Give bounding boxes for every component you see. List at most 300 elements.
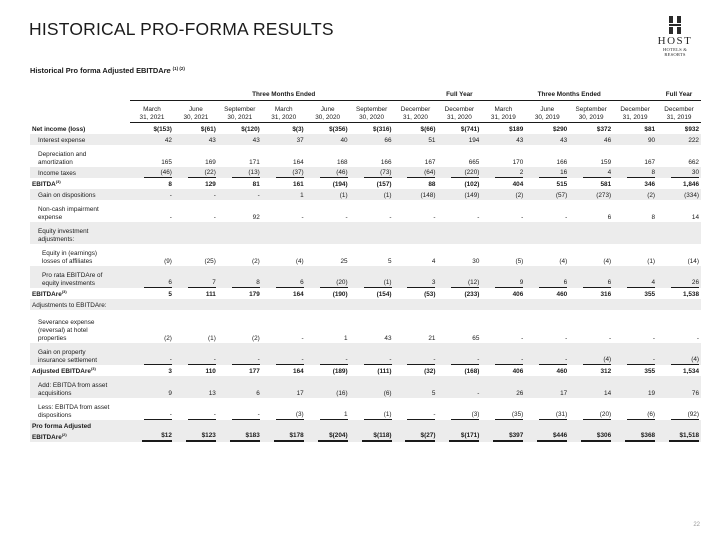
group-header: Three Months Ended	[130, 90, 437, 101]
table-cell: -	[437, 376, 481, 398]
table-cell: 4	[613, 266, 657, 288]
table-cell: $397	[481, 420, 525, 442]
table-cell: 179	[249, 291, 260, 298]
table-cell	[350, 299, 394, 310]
table-cell: 5	[394, 376, 438, 398]
table-cell: 4	[431, 258, 436, 265]
table-cell: 1,534	[683, 368, 699, 375]
table-cell: (2)	[481, 189, 525, 200]
row-label: Equity investment adjustments:	[30, 222, 130, 244]
table-cell: $(27)	[394, 420, 438, 442]
row-label: Pro forma Adjusted EBITDAre$^{(2)}$	[30, 420, 130, 442]
table-cell: 312	[600, 368, 612, 375]
table-cell: 65	[472, 335, 480, 342]
table-cell: 166	[556, 159, 568, 166]
table-cell: 17	[525, 376, 569, 398]
table-cell	[525, 299, 569, 310]
table-cell: -	[345, 214, 348, 221]
table-cell: 9	[130, 376, 174, 398]
logo-word: HOST	[657, 35, 693, 47]
table-row	[30, 343, 701, 365]
table-cell: 6	[130, 266, 174, 288]
table-cell: -	[174, 189, 218, 200]
table-cell: $(61)	[200, 126, 216, 133]
row-label: Pro rata EBITDAre of equity investments	[30, 266, 130, 288]
table-cell: (2)	[164, 335, 172, 342]
table-cell: (22)	[174, 167, 218, 178]
table-cell: 171	[249, 159, 260, 166]
table-cell	[218, 222, 262, 244]
table-row	[30, 288, 701, 299]
table-cell: (4)	[569, 343, 613, 365]
table-cell	[262, 222, 306, 244]
table-cell: (1)	[350, 189, 394, 200]
table-cell: 90	[613, 134, 657, 145]
table-cell: -	[389, 214, 392, 221]
table-cell: (73)	[350, 167, 394, 178]
row-label: Net income (loss)	[32, 126, 86, 133]
table-cell: $(120)	[241, 126, 260, 133]
table-cell: $12	[130, 420, 174, 442]
table-cell	[174, 222, 218, 244]
table-title	[30, 66, 185, 75]
column-header: December 31, 2019	[613, 101, 657, 123]
table-cell: -	[652, 335, 656, 342]
table-cell: 37	[262, 134, 306, 145]
footnote-marker: (3)	[90, 366, 96, 371]
table-cell: (5)	[515, 258, 524, 265]
table-cell: 177	[249, 368, 260, 375]
table-cell: (64)	[394, 167, 438, 178]
table-cell: (20)	[306, 266, 350, 288]
table-cell: $(3)	[292, 126, 304, 133]
table-cell: -	[262, 343, 306, 365]
table-cell: 5	[168, 291, 172, 298]
table-cell: $189	[509, 126, 524, 133]
table-cell: -	[130, 343, 174, 365]
table-row	[30, 365, 701, 376]
table-cell: 9	[481, 266, 525, 288]
table-cell	[262, 299, 306, 310]
table-cell: -	[433, 214, 436, 221]
table-cell: 30	[472, 258, 480, 265]
table-cell: 8	[651, 214, 656, 221]
table-cell	[394, 299, 438, 310]
table-cell: 43	[174, 134, 218, 145]
table-cell: (102)	[464, 181, 480, 188]
table-cell: 8	[218, 266, 262, 288]
table-cell: (148)	[394, 189, 438, 200]
group-header: Full Year	[657, 90, 701, 101]
page-title: HISTORICAL PRO-FORMA RESULTS	[29, 19, 334, 39]
table-cell: (4)	[559, 258, 568, 265]
table-cell: (4)	[657, 343, 701, 365]
table-cell: 17	[262, 376, 306, 398]
row-label: EBITDAre$^{(3)}$	[32, 289, 67, 298]
table-cell: $183	[218, 420, 262, 442]
table-cell: $(356)	[329, 126, 348, 133]
table-cell: 7	[174, 266, 218, 288]
table-cell: (194)	[332, 181, 348, 188]
table-cell: -	[521, 335, 524, 342]
table-cell	[481, 222, 525, 244]
table-cell: 170	[512, 159, 524, 166]
logo-mark-icon	[668, 16, 682, 34]
table-cell: (92)	[657, 398, 701, 420]
table-cell: 164	[293, 368, 304, 375]
table-cell: -	[218, 189, 262, 200]
table-cell: (1)	[208, 335, 216, 342]
table-cell: 4	[569, 167, 613, 178]
table-cell: (273)	[569, 189, 613, 200]
table-cell: -	[174, 343, 218, 365]
table-cell: $123	[174, 420, 218, 442]
table-cell	[350, 222, 394, 244]
column-header: June 30, 2020	[306, 101, 350, 123]
table-cell: 665	[468, 159, 480, 166]
table-cell: (3)	[262, 398, 306, 420]
column-header: September 30, 2019	[569, 101, 613, 123]
table-cell: $1,518	[657, 420, 701, 442]
table-cell: 26	[657, 266, 701, 288]
table-cell	[613, 299, 657, 310]
table-cell: 16	[525, 167, 569, 178]
table-title-main: Historical Pro forma Adjusted EBITDA	[30, 66, 164, 75]
table-cell: (16)	[306, 376, 350, 398]
financial-table	[30, 90, 701, 442]
table-row	[30, 310, 701, 343]
table-cell: 6	[607, 214, 612, 221]
table-cell: 3	[394, 266, 438, 288]
table-cell: $290	[553, 126, 568, 133]
table-cell: 14	[569, 376, 613, 398]
table-cell: (3)	[437, 398, 481, 420]
table-cell: (14)	[687, 258, 699, 265]
column-header: June 30, 2019	[525, 101, 569, 123]
table-title-footnote: (1) (2)	[172, 66, 185, 71]
table-cell	[525, 222, 569, 244]
table-title-re: re	[163, 66, 171, 75]
table-row	[30, 189, 701, 200]
table-cell: 43	[481, 134, 525, 145]
table-cell: -	[306, 343, 350, 365]
row-label: Interest expense	[30, 134, 130, 145]
table-cell: -	[213, 214, 216, 221]
table-cell: (4)	[295, 258, 304, 265]
table-cell: 110	[205, 368, 216, 375]
table-cell: 26	[481, 376, 525, 398]
table-row	[30, 123, 701, 135]
table-cell: -	[301, 214, 304, 221]
table-cell: 1	[344, 335, 348, 342]
table-cell: -	[477, 214, 480, 221]
table-cell: 43	[525, 134, 569, 145]
table-cell: -	[394, 343, 438, 365]
column-header: March 31, 2021	[130, 101, 174, 123]
table-cell: -	[521, 214, 524, 221]
table-cell: 166	[380, 159, 392, 166]
table-cell: (1)	[350, 398, 394, 420]
table-cell: (220)	[437, 167, 481, 178]
table-cell: (149)	[437, 189, 481, 200]
table-cell: 129	[205, 181, 216, 188]
table-cell: 406	[512, 368, 524, 375]
table-cell: -	[525, 343, 569, 365]
row-label: Equity in (earnings) losses of affiliates	[42, 250, 98, 265]
table-cell: -	[613, 343, 657, 365]
table-cell: 66	[350, 134, 394, 145]
table-cell: 164	[293, 291, 304, 298]
table-cell: $(153)	[153, 126, 172, 133]
table-row	[30, 134, 701, 145]
table-cell: 1,846	[683, 181, 699, 188]
table-cell: 316	[600, 291, 612, 298]
table-cell: (111)	[377, 368, 392, 375]
table-cell: (1)	[647, 258, 656, 265]
column-header-row	[30, 101, 701, 123]
table-row	[30, 299, 701, 310]
table-cell: (2)	[251, 335, 260, 342]
table-cell: 164	[293, 159, 304, 166]
table-cell: 42	[130, 134, 174, 145]
table-cell: 111	[205, 291, 216, 298]
row-label: Gain on property insurance settlement	[30, 343, 130, 365]
table-cell: 81	[252, 181, 260, 188]
table-row	[30, 222, 701, 244]
table-cell: -	[350, 343, 394, 365]
table-cell: -	[609, 335, 612, 342]
table-cell: 161	[293, 181, 304, 188]
table-cell	[657, 299, 701, 310]
table-cell: (189)	[332, 368, 348, 375]
row-label: Severance expense (reversal) at hotel properties	[38, 319, 95, 342]
table-cell: 404	[512, 181, 524, 188]
table-cell: 662	[688, 159, 699, 166]
table-cell: (334)	[657, 189, 701, 200]
row-label: EBITDA$^{(3)}$	[32, 179, 61, 188]
table-cell: 159	[600, 159, 612, 166]
table-cell: 1	[262, 189, 306, 200]
table-cell: (9)	[164, 258, 172, 265]
table-cell: 515	[556, 181, 568, 188]
table-row	[30, 376, 701, 398]
table-cell: 2	[481, 167, 525, 178]
table-cell	[481, 299, 525, 310]
table-cell: 346	[644, 181, 656, 188]
table-cell: -	[481, 343, 525, 365]
table-row	[30, 200, 701, 222]
table-cell: 76	[657, 376, 701, 398]
table-cell: (6)	[350, 376, 394, 398]
table-cell	[613, 222, 657, 244]
group-header: Full Year	[437, 90, 481, 101]
table-cell: -	[437, 343, 481, 365]
table-cell: (1)	[306, 189, 350, 200]
table-cell: 165	[161, 159, 172, 166]
column-header: March 31, 2019	[481, 101, 525, 123]
table-cell: $178	[262, 420, 306, 442]
table-cell: 355	[644, 368, 656, 375]
table-cell: 21	[428, 335, 436, 342]
table-cell	[569, 222, 613, 244]
table-cell: (57)	[525, 189, 569, 200]
table-row	[30, 398, 701, 420]
table-cell: 46	[569, 134, 613, 145]
table-cell	[437, 299, 481, 310]
table-cell: (12)	[437, 266, 481, 288]
table-cell: 222	[657, 134, 701, 145]
table-cell: $368	[613, 420, 657, 442]
column-header: December 31, 2020	[437, 101, 481, 123]
table-cell: $446	[525, 420, 569, 442]
table-cell: 460	[556, 368, 568, 375]
table-cell: 460	[556, 291, 568, 298]
row-label: Gain on dispositions	[30, 189, 130, 200]
column-header: December 31, 2020	[394, 101, 438, 123]
table-cell: 6	[569, 266, 613, 288]
table-cell: 25	[340, 258, 348, 265]
table-cell	[394, 222, 438, 244]
column-header: June 30, 2021	[174, 101, 218, 123]
table-cell: (154)	[376, 291, 392, 298]
table-cell: 40	[306, 134, 350, 145]
table-cell: 6	[218, 376, 262, 398]
table-cell: (1)	[350, 266, 394, 288]
row-label: Less: EBITDA from asset dispositions	[38, 404, 110, 419]
table-cell: 1	[306, 398, 350, 420]
table-cell: (6)	[613, 398, 657, 420]
table-cell: 168	[336, 159, 348, 166]
table-cell: 43	[384, 335, 392, 342]
table-cell: -	[696, 335, 699, 342]
table-cell: $932	[684, 126, 699, 133]
table-row	[30, 244, 701, 266]
table-cell: -	[218, 343, 262, 365]
table-cell: 92	[252, 214, 260, 221]
table-cell: -	[565, 214, 568, 221]
table-cell	[218, 299, 262, 310]
host-hotels-logo	[653, 16, 697, 57]
table-cell: (20)	[569, 398, 613, 420]
table-row	[30, 145, 701, 167]
table-cell: 13	[174, 376, 218, 398]
page-number: 22	[693, 522, 700, 528]
footnote-marker: (2)	[61, 432, 67, 437]
table-cell: 43	[218, 134, 262, 145]
table-cell: (2)	[251, 258, 260, 265]
table-cell: 6	[525, 266, 569, 288]
table-cell	[657, 222, 701, 244]
table-cell: -	[169, 214, 172, 221]
table-row	[30, 167, 701, 178]
table-cell: -	[218, 398, 262, 420]
table-cell: 167	[424, 159, 436, 166]
table-cell: $(171)	[437, 420, 481, 442]
table-cell: (168)	[464, 368, 480, 375]
table-cell: (25)	[204, 258, 216, 265]
table-cell: (31)	[525, 398, 569, 420]
table-cell	[174, 299, 218, 310]
row-label: Adjustments to EBITDAre:	[30, 299, 130, 310]
row-label: Non-cash impairment expense	[38, 206, 99, 221]
table-cell: (233)	[464, 291, 480, 298]
table-cell: (4)	[603, 258, 612, 265]
table-cell: -	[394, 398, 438, 420]
table-cell: $(741)	[460, 126, 480, 133]
table-cell: (157)	[376, 181, 392, 188]
table-cell: (2)	[613, 189, 657, 200]
table-cell: (32)	[424, 368, 436, 375]
table-cell: 8	[613, 167, 657, 178]
table-cell: 169	[205, 159, 216, 166]
table-cell	[306, 299, 350, 310]
table-cell: 5	[387, 258, 392, 265]
table-cell: (53)	[424, 291, 436, 298]
table-cell: (37)	[262, 167, 306, 178]
table-cell: (46)	[130, 167, 174, 178]
table-cell: -	[301, 335, 304, 342]
table-cell: -	[130, 398, 174, 420]
table-cell	[130, 299, 174, 310]
table-cell: 14	[691, 214, 699, 221]
table-cell: $(204)	[306, 420, 350, 442]
table-row	[30, 178, 701, 189]
table-cell	[569, 299, 613, 310]
table-cell: 406	[512, 291, 524, 298]
table-cell: 194	[437, 134, 481, 145]
table-cell: 30	[657, 167, 701, 178]
table-cell: 88	[428, 181, 436, 188]
table-cell: 8	[168, 181, 172, 188]
table-cell: -	[174, 398, 218, 420]
table-cell	[130, 222, 174, 244]
table-cell: 19	[613, 376, 657, 398]
row-label: Depreciation and amortization	[38, 151, 87, 166]
table-row	[30, 266, 701, 288]
table-cell: $372	[596, 126, 612, 133]
column-header: March 31, 2020	[262, 101, 306, 123]
table-cell: $306	[569, 420, 613, 442]
column-header: September 30, 2020	[350, 101, 394, 123]
table-cell: $(66)	[420, 126, 436, 133]
column-header: December 31, 2019	[657, 101, 701, 123]
table-cell: (46)	[306, 167, 350, 178]
footnote-marker: (3)	[61, 289, 67, 294]
table-row	[30, 420, 701, 442]
table-cell: (13)	[218, 167, 262, 178]
table-cell: 6	[262, 266, 306, 288]
table-cell: 581	[600, 181, 612, 188]
footnote-marker: (3)	[55, 179, 61, 184]
group-header-row	[30, 90, 701, 101]
table-cell: (190)	[332, 291, 348, 298]
row-label: Income taxes	[30, 167, 130, 178]
table-cell: $(316)	[373, 126, 392, 133]
group-header: Three Months Ended	[481, 90, 657, 101]
table-cell: $(118)	[350, 420, 394, 442]
table-cell: 167	[644, 159, 656, 166]
table-cell: 51	[394, 134, 438, 145]
table-cell: -	[565, 335, 568, 342]
table-cell	[437, 222, 481, 244]
row-label: Add: EBITDA from asset acquisitions	[30, 376, 130, 398]
table-cell: 1,538	[683, 291, 699, 298]
table-cell: -	[130, 189, 174, 200]
table-cell: $81	[644, 126, 656, 133]
table-cell: 3	[168, 368, 172, 375]
column-header: September 30, 2021	[218, 101, 262, 123]
logo-tagline: HOTELS & RESORTS	[663, 47, 687, 57]
